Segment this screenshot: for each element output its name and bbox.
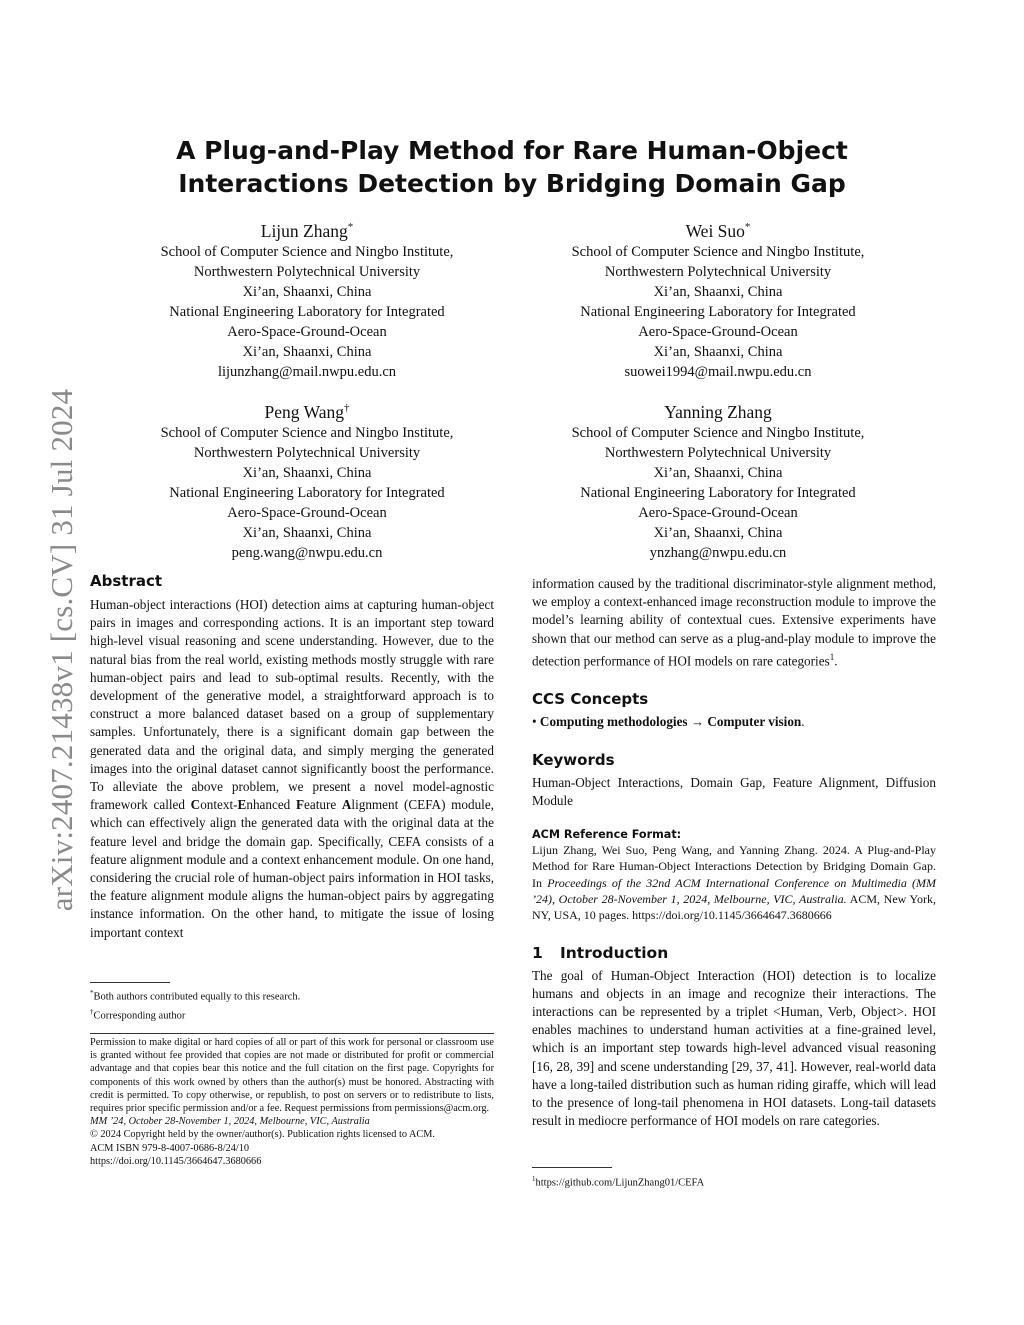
affiliation-line: School of Computer Science and Ningbo Institute, xyxy=(160,243,454,260)
ccs-item: • Computing methodologies → Computer vision. xyxy=(532,714,805,730)
affiliation-line: Xi’an, Shaanxi, China xyxy=(653,525,783,542)
permission-rule xyxy=(90,1033,494,1034)
author-block xyxy=(107,216,507,382)
affiliation-line: Xi’an, Shaanxi, China xyxy=(242,465,372,482)
footnote-rule xyxy=(90,982,170,983)
affiliation-line: Xi’an, Shaanxi, China xyxy=(242,344,372,361)
affiliation-line: Northwestern Polytechnical University xyxy=(193,263,421,280)
affiliation-line: Xi’an, Shaanxi, China xyxy=(242,525,372,542)
affiliation-line: School of Computer Science and Ningbo Institute, xyxy=(571,243,865,260)
affiliation-line: Xi’an, Shaanxi, China xyxy=(242,284,372,301)
permission-block xyxy=(90,1036,494,1168)
venue-line: MM ’24, October 28-November 1, 2024, Melbourne, VIC, Australia xyxy=(90,1116,370,1128)
affiliation-line: Aero-Space-Ground-Ocean xyxy=(638,505,798,522)
author-name: Peng Wang† xyxy=(264,401,350,422)
keywords-heading: Keywords xyxy=(532,750,615,769)
author-email: peng.wang@nwpu.edu.cn xyxy=(231,545,383,562)
right-footnote-rule xyxy=(532,1167,612,1168)
author-name: Lijun Zhang* xyxy=(260,220,354,241)
author-email: lijunzhang@mail.nwpu.edu.cn xyxy=(217,364,397,381)
author-name: Yanning Zhang xyxy=(664,401,772,422)
affiliation-line: Aero-Space-Ground-Ocean xyxy=(227,324,387,341)
abstract-heading: Abstract xyxy=(90,572,163,590)
github-link[interactable]: https://github.com/LijunZhang01/CEFA xyxy=(535,1177,705,1189)
affiliation-line: National Engineering Laboratory for Integrated xyxy=(580,304,856,321)
affiliation-line: Xi’an, Shaanxi, China xyxy=(653,465,783,482)
footnotes xyxy=(90,986,494,1023)
ccs-heading: CCS Concepts xyxy=(532,690,649,709)
isbn-line: ACM ISBN 979-8-4007-0686-8/24/10 xyxy=(90,1142,250,1154)
affiliation-line: National Engineering Laboratory for Integrated xyxy=(169,485,445,502)
affiliation-line: Aero-Space-Ground-Ocean xyxy=(227,505,387,522)
affiliation-line: National Engineering Laboratory for Integrated xyxy=(580,485,856,502)
introduction-section xyxy=(532,942,936,1131)
paper-title: A Plug-and-Play Method for Rare Human-Object Interactions Detection by Bridging Domain Gap xyxy=(176,136,848,198)
footnote-corresponding: †Corresponding author xyxy=(90,1007,186,1021)
abstract-text: Human-object interactions (HOI) detection aims at capturing human-object pairs in images and corresponding actions. It is an important step toward high-level visual reasoning and scene understanding. However, due to the natural bias from the real world, existing methods mostly struggle with rare human-object pairs and lead to sub-optimal results. Recently, with the development of the generative model, a straightforward approach is to construct a more balanced dataset based on a group of supplementary samples. Unfortunately, there is a significant domain gap between the generated data and the original data, and simply merging the generated images into the original dataset cannot significantly boost the performance. To alleviate the above problem, we present a novel model-agnostic framework called Context-Enhanced Feature Alignment (CEFA) module, which can effectively align the generated data with the original data at the feature level and bridge the domain gap. Specifically, CEFA consists of a feature alignment module and a context enhancement module. On one hand, considering the crucial role of human-object pairs information in HOI tasks, the feature alignment module aligns the human-object pairs by aggregating instance information. On the other hand, to mitigate the issue of losing important context xyxy=(90,597,494,940)
author-name: Wei Suo* xyxy=(685,220,751,241)
abstract-continued: information caused by the traditional discriminator-style alignment method, we employ a context-enhanced image reconstruction module to improve the model’s learning ability of contextual cues. Extensive experiments have shown that our method can serve as a plug-and-play module to improve the detection performance of HOI models on rare categories$^1$. xyxy=(532,576,936,669)
left-column xyxy=(90,570,494,942)
affiliation-line: Xi’an, Shaanxi, China xyxy=(653,344,783,361)
keywords-section xyxy=(532,749,936,810)
affiliation-line: National Engineering Laboratory for Integrated xyxy=(169,304,445,321)
affiliation-line: Northwestern Polytechnical University xyxy=(193,444,421,461)
keywords-text: Human-Object Interactions, Domain Gap, Feature Alignment, Diffusion Module xyxy=(532,774,936,808)
affiliation-line: Northwestern Polytechnical University xyxy=(604,444,832,461)
right-footnote: $^1$https://github.com/LijunZhang01/CEFA xyxy=(532,1175,705,1189)
acm-ref-text: Lijun Zhang, Wei Suo, Peng Wang, and Yanning Zhang. 2024. A Plug-and-Play Method for Rare Human-Object Interactions Detection by Bridging Domain Gap. In Proceedings of the 32nd ACM International Conference on Multimedia (MM ’24), October 28-November 1, 2024, Melbourne, VIC, Australia. ACM, New York, NY, USA, 10 pages. https://doi.org/10.1145/3664647.3680666 xyxy=(532,843,936,923)
ccs-section xyxy=(532,688,936,731)
introduction-heading: 1 Introduction xyxy=(532,943,669,962)
author-block xyxy=(518,216,918,382)
copyright-line: © 2024 Copyright held by the owner/author(s). Publication rights licensed to ACM. xyxy=(90,1129,436,1141)
doi-link[interactable]: https://doi.org/10.1145/3664647.3680666 xyxy=(90,1155,262,1167)
author-mark: * xyxy=(347,221,354,233)
author-email: ynzhang@nwpu.edu.cn xyxy=(649,545,787,562)
footnote-equal: *Both authors contributed equally to this research. xyxy=(90,989,301,1003)
author-block xyxy=(518,397,918,563)
permission-text: Permission to make digital or hard copies of all or part of this work for personal or classroom use is granted without fee provided that copies are not made or distributed for profit or commercial advantage and that copies bear this notice and the full citation on the first page. Copyrights for components of this work owned by others than the author(s) must be honored. Abstracting with credit is permitted. To copy otherwise, or republish, to post on servers or to redistribute to lists, requires prior specific permission and/or a fee. Request permissions from permissions@acm.org. xyxy=(90,1037,494,1115)
affiliation-line: School of Computer Science and Ningbo Institute, xyxy=(571,424,865,441)
affiliation-line: School of Computer Science and Ningbo Institute, xyxy=(160,424,454,441)
introduction-text: The goal of Human-Object Interaction (HOI) detection is to localize humans and objects in an image and recognize their interactions. The interactions can be represented by a triplet <Human, Verb, Object>. HOI enables machines to understand human activities at a fine-grained level, which is an important step towards high-level advanced visual reasoning [16, 28, 39] and scene understanding [29, 37, 41]. However, real-world data have a long-tailed distribution such as human riding giraffe, which will lead to the presence of long-tail phenomena in HOI datasets. Long-tail datasets result in mediocre performance of HOI models on rare categories. xyxy=(532,967,936,1129)
author-mark: * xyxy=(744,221,751,233)
arxiv-identifier: arXiv:2407.21438v1 [cs.CV] 31 Jul 2024 xyxy=(44,388,79,912)
footnote-ref[interactable]: 1 xyxy=(829,651,835,662)
author-email: suowei1994@mail.nwpu.edu.cn xyxy=(624,364,812,381)
affiliation-line: Xi’an, Shaanxi, China xyxy=(653,284,783,301)
author-mark: † xyxy=(343,402,350,414)
affiliation-line: Aero-Space-Ground-Ocean xyxy=(638,324,798,341)
acm-ref-heading: ACM Reference Format: xyxy=(532,828,682,842)
author-block xyxy=(107,397,507,563)
affiliation-line: Northwestern Polytechnical University xyxy=(604,263,832,280)
right-column xyxy=(532,575,936,1130)
